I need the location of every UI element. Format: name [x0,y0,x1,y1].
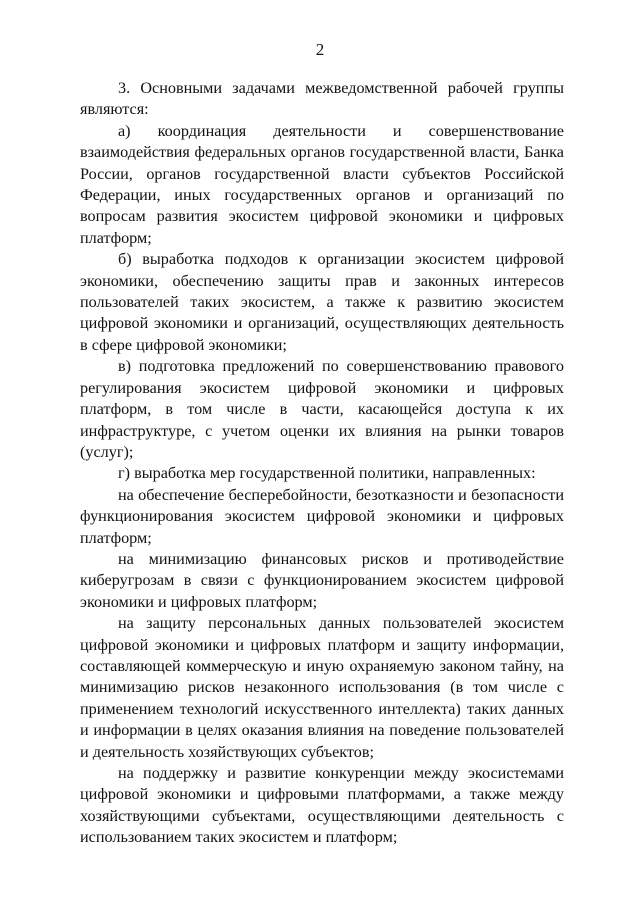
item-b-approaches: б) выработка подходов к организации экосистем цифровой экономики, обеспечению защиты прав и законных интересов пользователей таких экосистем, а также к развитию экосистем цифровой экономики и организаций, осуществляющих деятельность в сфере цифровой экономики; [80,250,564,354]
item-a-coordination: а) координация деятельности и совершенствование взаимодействия федеральных органов государственной власти, Банка России, органов государственной власти субъектов Российской Федерации, иных государственных органов и организаций по вопросам развития экосистем цифровой экономики и цифровых платформ; [80,121,564,247]
measure-competition: на поддержку и развитие конкуренции между экосистемами цифровой экономики и цифровыми платформами, а также между хозяйствующими субъектами, осуществляющими деятельность с использованием таких экосистем и платформ; [80,764,564,847]
document-body [80,78,564,849]
page-number: 2 [315,40,325,59]
measure-data-protection: на защиту персональных данных пользователей экосистем цифровой экономики и цифровых платформ и защиту информации, составляющей коммерческую и иную охраняемую законом тайну, на минимизацию рисков незаконного использования (в том числе с применением технологий искусственного интеллекта) таких данных и информации в целях оказания влияния на поведение пользователей и деятельность хозяйствующих субъектов; [80,614,564,761]
measure-financial-risks: на минимизацию финансовых рисков и противодействие киберугрозам в связи с функционированием экосистем цифровой экономики и цифровых платформ; [80,549,564,611]
item-g-policy-measures: г) выработка мер государственной политики, направленных: [118,464,536,483]
measure-reliability: на обеспечение бесперебойности, безотказности и безопасности функционирования экосистем цифровой экономики и цифровых платформ; [80,485,564,547]
section-3-intro: 3. Основными задачами межведомственной рабочей группы являются: [80,79,564,119]
item-v-regulation-proposals: в) подготовка предложений по совершенствованию правового регулирования экосистем цифровой экономики и цифровых платформ, в том числе в части, касающейся доступа к их инфраструктуре, с учетом оценки их влияния на рынки товаров (услуг); [80,357,564,461]
